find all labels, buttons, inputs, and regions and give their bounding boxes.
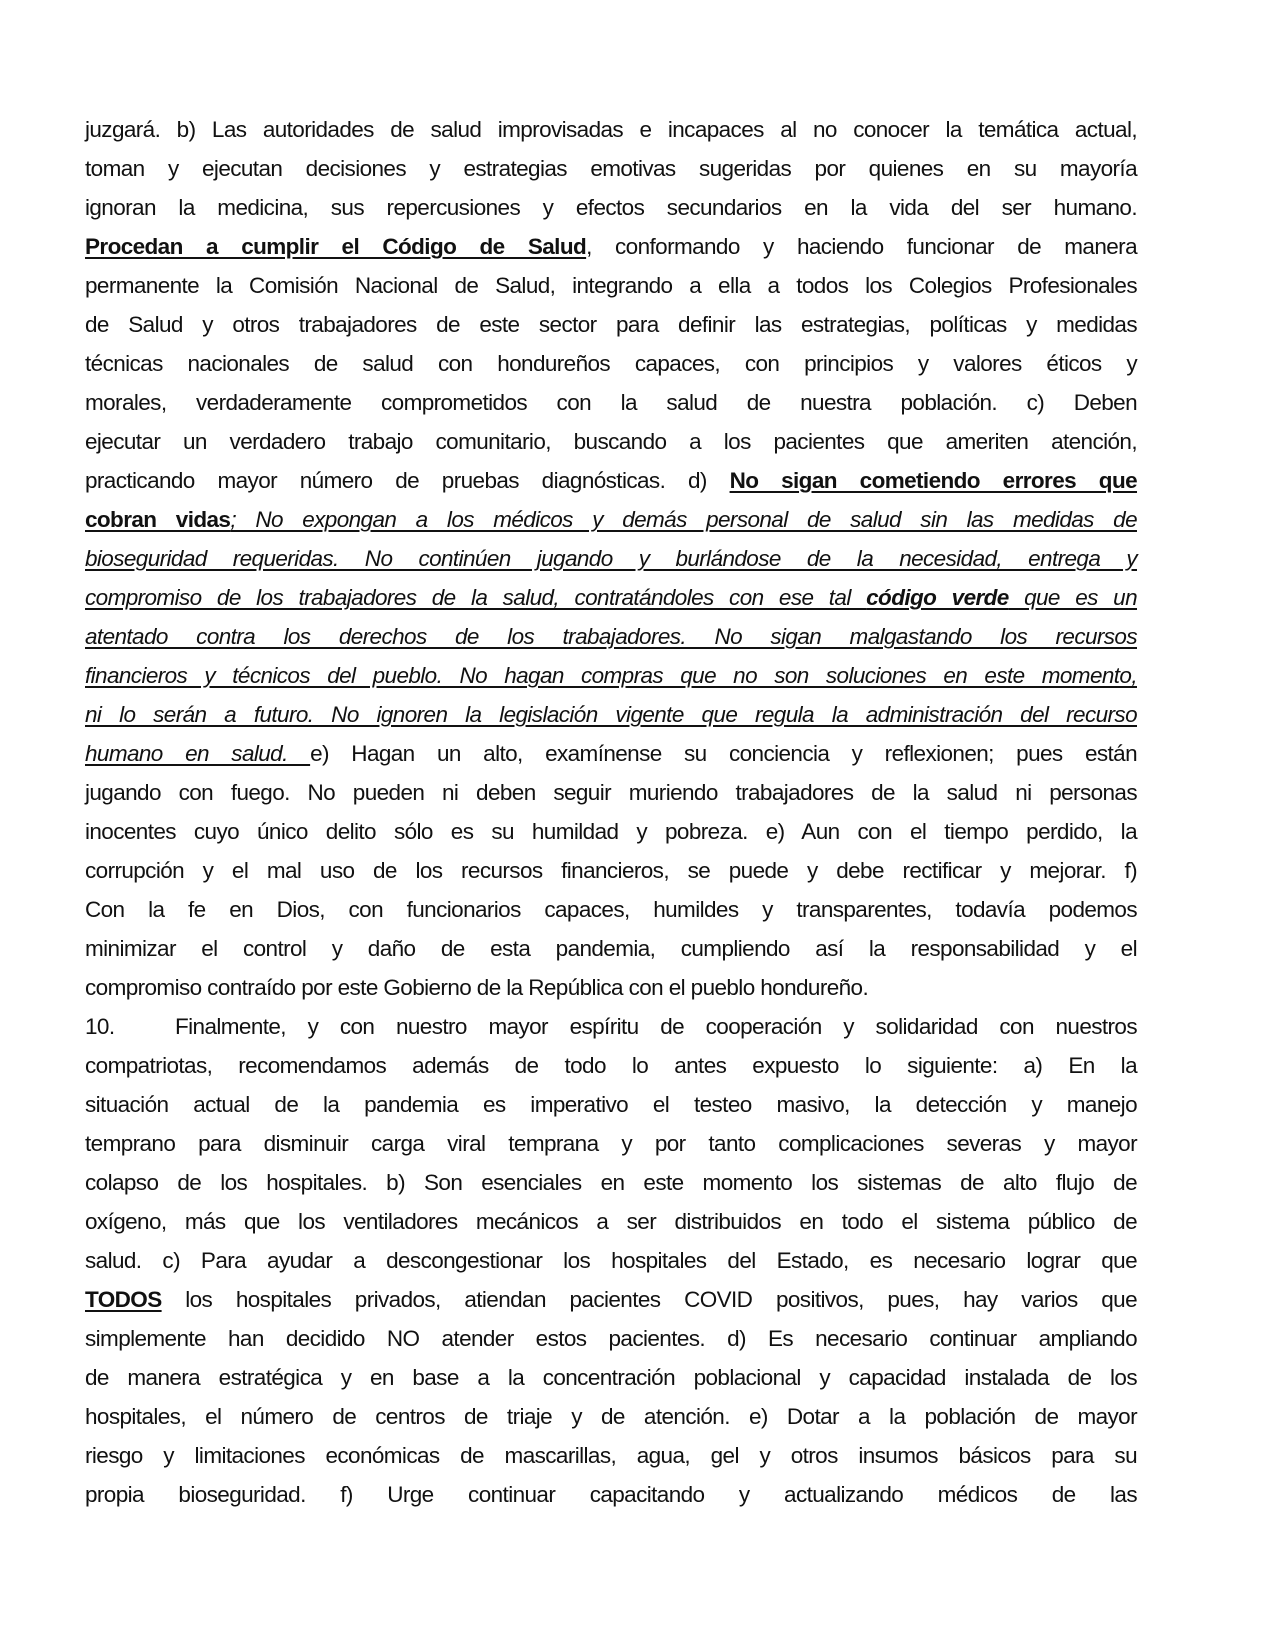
item-number: 10. [85,1014,115,1039]
text-run: colapso de los hospitales. b) Son esenciales en este momento los sistemas de alto flujo de [85,1170,1137,1195]
emphasized-text: código verde [866,585,1009,610]
text-line [85,851,1137,890]
text-line [85,734,1137,773]
text-line [85,1358,1137,1397]
emphasized-text: No sigan cometiendo errores que [729,468,1138,493]
text-line [85,968,1137,1007]
text-run: toman y ejecutan decisiones y estrategias emotivas sugeridas por quienes en su mayoría [85,156,1137,181]
text-run: de Salud y otros trabajadores de este sector para definir las estrategias, políticas y medidas [85,312,1137,337]
document-page [85,110,1137,1514]
text-run: ejecutar un verdadero trabajo comunitario, buscando a los pacientes que ameriten atención, [85,429,1137,454]
text-line [85,1124,1137,1163]
emphasized-text: bioseguridad requeridas. No continúen jugando y burlándose de la necesidad, entrega y [85,546,1137,571]
text-run: permanente la Comisión Nacional de Salud, integrando a ella a todos los Colegios Profesionales [85,273,1137,298]
text-run: practicando mayor número de pruebas diagnósticas. d) [85,468,730,493]
text-line [85,344,1137,383]
emphasized-text: TODOS [85,1287,162,1312]
text-run: ignoran la medicina, sus repercusiones y efectos secundarios en la vida del ser humano. [85,195,1137,220]
text-run: simplemente han decidido NO atender estos pacientes. d) Es necesario continuar ampliando [85,1326,1137,1351]
text-line [85,617,1137,656]
text-line [85,1475,1137,1514]
text-run: e) Hagan un alto, examínense su conciencia y reflexionen; pues están [310,741,1137,766]
text-line [85,539,1137,578]
text-line [85,1319,1137,1358]
text-line [85,500,1137,539]
text-line [85,1241,1137,1280]
text-line [85,1007,1137,1046]
emphasized-text: Procedan a cumplir el Código de Salud [85,234,587,259]
emphasized-text: cobran vidas [85,507,231,532]
text-run: inocentes cuyo único delito sólo es su humildad y pobreza. e) Aun con el tiempo perdido, la [85,819,1137,844]
emphasized-text: ; No expongan a los médicos y demás personal de salud sin las medidas de [230,507,1137,532]
text-run: temprano para disminuir carga viral temprana y por tanto complicaciones severas y mayor [85,1131,1137,1156]
text-line [85,305,1137,344]
text-line [85,812,1137,851]
text-run: riesgo y limitaciones económicas de mascarillas, agua, gel y otros insumos básicos para su [85,1443,1137,1468]
text-line [85,1046,1137,1085]
text-line [85,1202,1137,1241]
text-line [85,695,1137,734]
text-line [85,773,1137,812]
text-run: de manera estratégica y en base a la concentración poblacional y capacidad instalada de los [85,1365,1137,1390]
text-line [85,149,1137,188]
text-run: los hospitales privados, atiendan pacientes COVID positivos, pues, hay varios que [161,1287,1137,1312]
text-run: compromiso contraído por este Gobierno de la República con el pueblo hondureño. [85,975,869,1000]
text-run: técnicas nacionales de salud con hondureños capaces, con principios y valores éticos y [85,351,1137,376]
text-line [85,266,1137,305]
text-line [85,188,1137,227]
emphasized-text: que es un [1008,585,1138,610]
text-run: compatriotas, recomendamos además de todo lo antes expuesto lo siguiente: a) En la [85,1053,1137,1078]
text-run: , conformando y haciendo funcionar de manera [586,234,1137,259]
text-line [85,578,1137,617]
text-line [85,1163,1137,1202]
text-line [85,110,1137,149]
text-line [85,1436,1137,1475]
text-line [85,422,1137,461]
text-line [85,383,1137,422]
text-line [85,656,1137,695]
text-run: oxígeno, más que los ventiladores mecánicos a ser distribuidos en todo el sistema público de [85,1209,1137,1234]
emphasized-text: compromiso de los trabajadores de la salud, contratándoles con ese tal [85,585,867,610]
text-line [85,929,1137,968]
text-run: Con la fe en Dios, con funcionarios capaces, humildes y transparentes, todavía podemos [85,897,1137,922]
text-run: Finalmente, y con nuestro mayor espíritu de cooperación y solidaridad con nuestros [175,1014,1137,1039]
text-run: jugando con fuego. No pueden ni deben seguir muriendo trabajadores de la salud ni personas [85,780,1137,805]
emphasized-text: atentado contra los derechos de los trabajadores. No sigan malgastando los recursos [85,624,1137,649]
text-run: situación actual de la pandemia es imperativo el testeo masivo, la detección y manejo [85,1092,1137,1117]
emphasized-text: ni lo serán a futuro. No ignoren la legislación vigente que regula la administración del recurso [85,702,1137,727]
emphasized-text: humano en salud. [85,741,311,766]
text-run: minimizar el control y daño de esta pandemia, cumpliendo así la responsabilidad y el [85,936,1137,961]
text-run: morales, verdaderamente comprometidos con la salud de nuestra población. c) Deben [85,390,1137,415]
text-line [85,1280,1137,1319]
emphasized-text: financieros y técnicos del pueblo. No hagan compras que no son soluciones en este momento, [85,663,1137,688]
text-run: corrupción y el mal uso de los recursos financieros, se puede y debe rectificar y mejorar. f) [85,858,1137,883]
text-line [85,1397,1137,1436]
text-run: propia bioseguridad. f) Urge continuar capacitando y actualizando médicos de las [85,1482,1137,1507]
text-run: hospitales, el número de centros de triaje y de atención. e) Dotar a la población de mayor [85,1404,1137,1429]
text-run: salud. c) Para ayudar a descongestionar los hospitales del Estado, es necesario lograr que [85,1248,1137,1273]
text-run: juzgará. b) Las autoridades de salud improvisadas e incapaces al no conocer la temática actual, [85,117,1137,142]
text-line [85,227,1137,266]
text-line [85,1085,1137,1124]
text-line [85,890,1137,929]
text-line [85,461,1137,500]
